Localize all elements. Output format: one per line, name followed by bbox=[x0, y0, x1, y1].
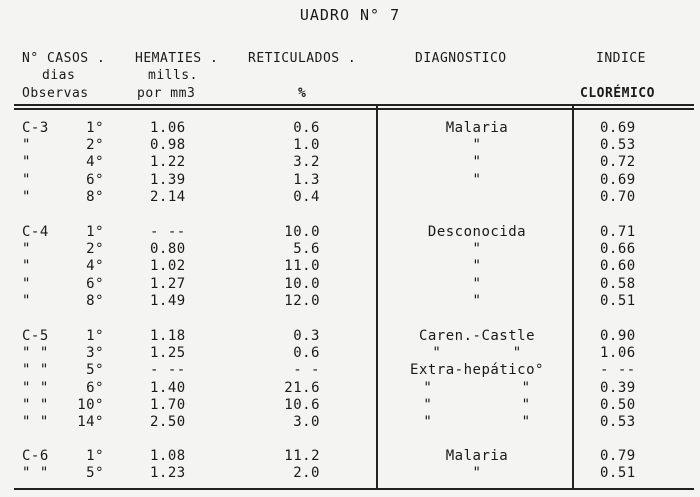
cell-ind: 0.51 bbox=[600, 465, 636, 482]
cell-diag: " bbox=[472, 154, 482, 171]
cell-hem: 1.18 bbox=[150, 328, 186, 344]
cell-caso: " bbox=[22, 275, 31, 292]
column-divider-right bbox=[572, 104, 574, 490]
cell-caso: C-4 bbox=[22, 224, 49, 240]
cell-diag: Malaria bbox=[445, 448, 509, 464]
cell-dia: 4° bbox=[86, 154, 104, 171]
cell-ret: 0.6 bbox=[293, 120, 320, 136]
header-rule-bottom bbox=[14, 108, 694, 110]
cell-ind: 0.50 bbox=[600, 396, 636, 413]
cell-dia: 1° bbox=[86, 448, 104, 464]
cell-ind: 1.06 bbox=[600, 345, 636, 362]
cell-caso: " bbox=[22, 171, 31, 188]
cell-caso: " bbox=[22, 188, 31, 205]
header-casos-line1: N° CASOS . bbox=[22, 51, 106, 66]
cell-dia: 2° bbox=[86, 241, 104, 258]
cell-hem: 1.27 bbox=[150, 275, 186, 292]
cell-dia: 3° bbox=[86, 345, 104, 362]
cell-caso: " bbox=[22, 137, 31, 154]
cell-diag: " " bbox=[423, 396, 531, 413]
header-reticulados-line1: RETICULADOS . bbox=[248, 51, 357, 66]
header-rule-top bbox=[14, 104, 694, 106]
cell-dia: 8° bbox=[86, 188, 104, 205]
cell-diag: " bbox=[472, 292, 482, 309]
header-hematies-line2: mills. bbox=[148, 68, 198, 83]
footer-rule bbox=[14, 488, 694, 490]
cell-diag: Desconocida bbox=[427, 224, 527, 240]
cell-dia: 10° bbox=[77, 396, 104, 413]
cell-ind: 0.66 bbox=[600, 241, 636, 258]
cell-ret: 21.6 bbox=[284, 379, 320, 396]
cell-hem: 1.02 bbox=[150, 258, 186, 275]
cell-ind: 0.72 bbox=[600, 154, 636, 171]
cell-diag: " bbox=[472, 275, 482, 292]
cell-ind: 0.60 bbox=[600, 258, 636, 275]
cell-ret: 10.0 bbox=[284, 275, 320, 292]
cell-ret: 0.3 bbox=[293, 328, 320, 344]
cell-caso: " bbox=[22, 241, 31, 258]
cell-ind: - -- bbox=[600, 362, 636, 379]
cell-caso: C-5 bbox=[22, 328, 49, 344]
cell-caso: " " bbox=[22, 345, 49, 362]
cell-ret: 1.3 bbox=[293, 171, 320, 188]
table-title: UADRO N° 7 bbox=[299, 6, 401, 24]
header-casos-line2: dias bbox=[42, 68, 76, 83]
cell-diag: " bbox=[472, 171, 482, 188]
cell-ind: 0.53 bbox=[600, 414, 636, 430]
cell-hem: 1.25 bbox=[150, 345, 186, 362]
header-reticulados-line2: % bbox=[298, 86, 307, 101]
cell-dia: 1° bbox=[86, 120, 104, 136]
cell-ret: 0.6 bbox=[293, 345, 320, 362]
cell-hem: 0.98 bbox=[150, 137, 186, 154]
cell-caso: " bbox=[22, 258, 31, 275]
cell-ind: 0.51 bbox=[600, 292, 636, 309]
cell-caso: " bbox=[22, 154, 31, 171]
cell-ret: 11.2 bbox=[284, 448, 320, 464]
cell-dia: 6° bbox=[86, 275, 104, 292]
cell-hem: - -- bbox=[150, 362, 186, 379]
cell-caso: " bbox=[22, 292, 31, 309]
header-hematies-line1: HEMATIES . bbox=[135, 51, 219, 66]
header-indice-line2: CLORÉMICO bbox=[580, 86, 655, 101]
cell-hem: 2.14 bbox=[150, 188, 186, 205]
cell-ret: 1.0 bbox=[293, 137, 320, 154]
cell-ind: 0.53 bbox=[600, 137, 636, 154]
cell-ret: 12.0 bbox=[284, 292, 320, 309]
cell-hem: 1.49 bbox=[150, 292, 186, 309]
cell-caso: " " bbox=[22, 379, 49, 396]
cell-caso: " " bbox=[22, 362, 49, 379]
cell-ret: 3.2 bbox=[293, 154, 320, 171]
cell-diag: " bbox=[472, 137, 482, 154]
cell-ret: 0.4 bbox=[293, 188, 320, 205]
cell-diag: " bbox=[472, 241, 482, 258]
cell-dia: 5° bbox=[86, 362, 104, 379]
cell-ind: 0.69 bbox=[600, 120, 636, 136]
cell-dia: 2° bbox=[86, 137, 104, 154]
cell-ind: 0.69 bbox=[600, 171, 636, 188]
cell-ret: 10.6 bbox=[284, 396, 320, 413]
cell-caso: " " bbox=[22, 465, 49, 482]
cell-hem: 1.22 bbox=[150, 154, 186, 171]
cell-ind: 0.71 bbox=[600, 224, 636, 240]
cell-ret: - - bbox=[293, 362, 320, 379]
cell-dia: 1° bbox=[86, 224, 104, 240]
cell-hem: 0.80 bbox=[150, 241, 186, 258]
cell-diag: Extra-hepático° bbox=[410, 362, 544, 379]
cell-dia: 5° bbox=[86, 465, 104, 482]
cell-diag: Caren.-Castle bbox=[418, 328, 536, 344]
cell-hem: 1.40 bbox=[150, 379, 186, 396]
cell-ret: 2.0 bbox=[293, 465, 320, 482]
cell-ind: 0.79 bbox=[600, 448, 636, 464]
cell-caso: C-6 bbox=[22, 448, 49, 464]
cell-dia: 6° bbox=[86, 171, 104, 188]
header-casos-line3: Observas bbox=[22, 86, 89, 101]
cell-dia: 4° bbox=[86, 258, 104, 275]
cell-hem: - -- bbox=[150, 224, 186, 240]
column-divider-left bbox=[376, 104, 378, 490]
cell-dia: 6° bbox=[86, 379, 104, 396]
cell-caso: C-3 bbox=[22, 120, 49, 136]
header-indice-line1: INDICE bbox=[596, 51, 646, 66]
cell-ret: 11.0 bbox=[284, 258, 320, 275]
cell-diag: " " bbox=[423, 379, 531, 396]
cell-caso: " " bbox=[22, 414, 49, 430]
cell-dia: 1° bbox=[86, 328, 104, 344]
cell-ret: 3.0 bbox=[293, 414, 320, 430]
cell-hem: 2.50 bbox=[150, 414, 186, 430]
cell-diag: " bbox=[472, 258, 482, 275]
header-hematies-line3: por mm3 bbox=[137, 86, 196, 101]
cell-ret: 10.0 bbox=[284, 224, 320, 240]
cell-diag: " " bbox=[423, 414, 531, 430]
cell-hem: 1.23 bbox=[150, 465, 186, 482]
header-diagnostico: DIAGNOSTICO bbox=[415, 51, 507, 66]
cell-diag: Malaria bbox=[445, 120, 509, 136]
cell-diag: " bbox=[472, 465, 482, 482]
cell-hem: 1.08 bbox=[150, 448, 186, 464]
cell-dia: 14° bbox=[77, 414, 104, 430]
cell-diag: " " bbox=[432, 345, 522, 362]
cell-ind: 0.70 bbox=[600, 188, 636, 205]
cell-ret: 5.6 bbox=[293, 241, 320, 258]
cell-dia: 8° bbox=[86, 292, 104, 309]
cell-hem: 1.39 bbox=[150, 171, 186, 188]
cell-ind: 0.90 bbox=[600, 328, 636, 344]
cell-ind: 0.58 bbox=[600, 275, 636, 292]
cell-ind: 0.39 bbox=[600, 379, 636, 396]
cell-hem: 1.70 bbox=[150, 396, 186, 413]
cell-caso: " " bbox=[22, 396, 49, 413]
cell-hem: 1.06 bbox=[150, 120, 186, 136]
